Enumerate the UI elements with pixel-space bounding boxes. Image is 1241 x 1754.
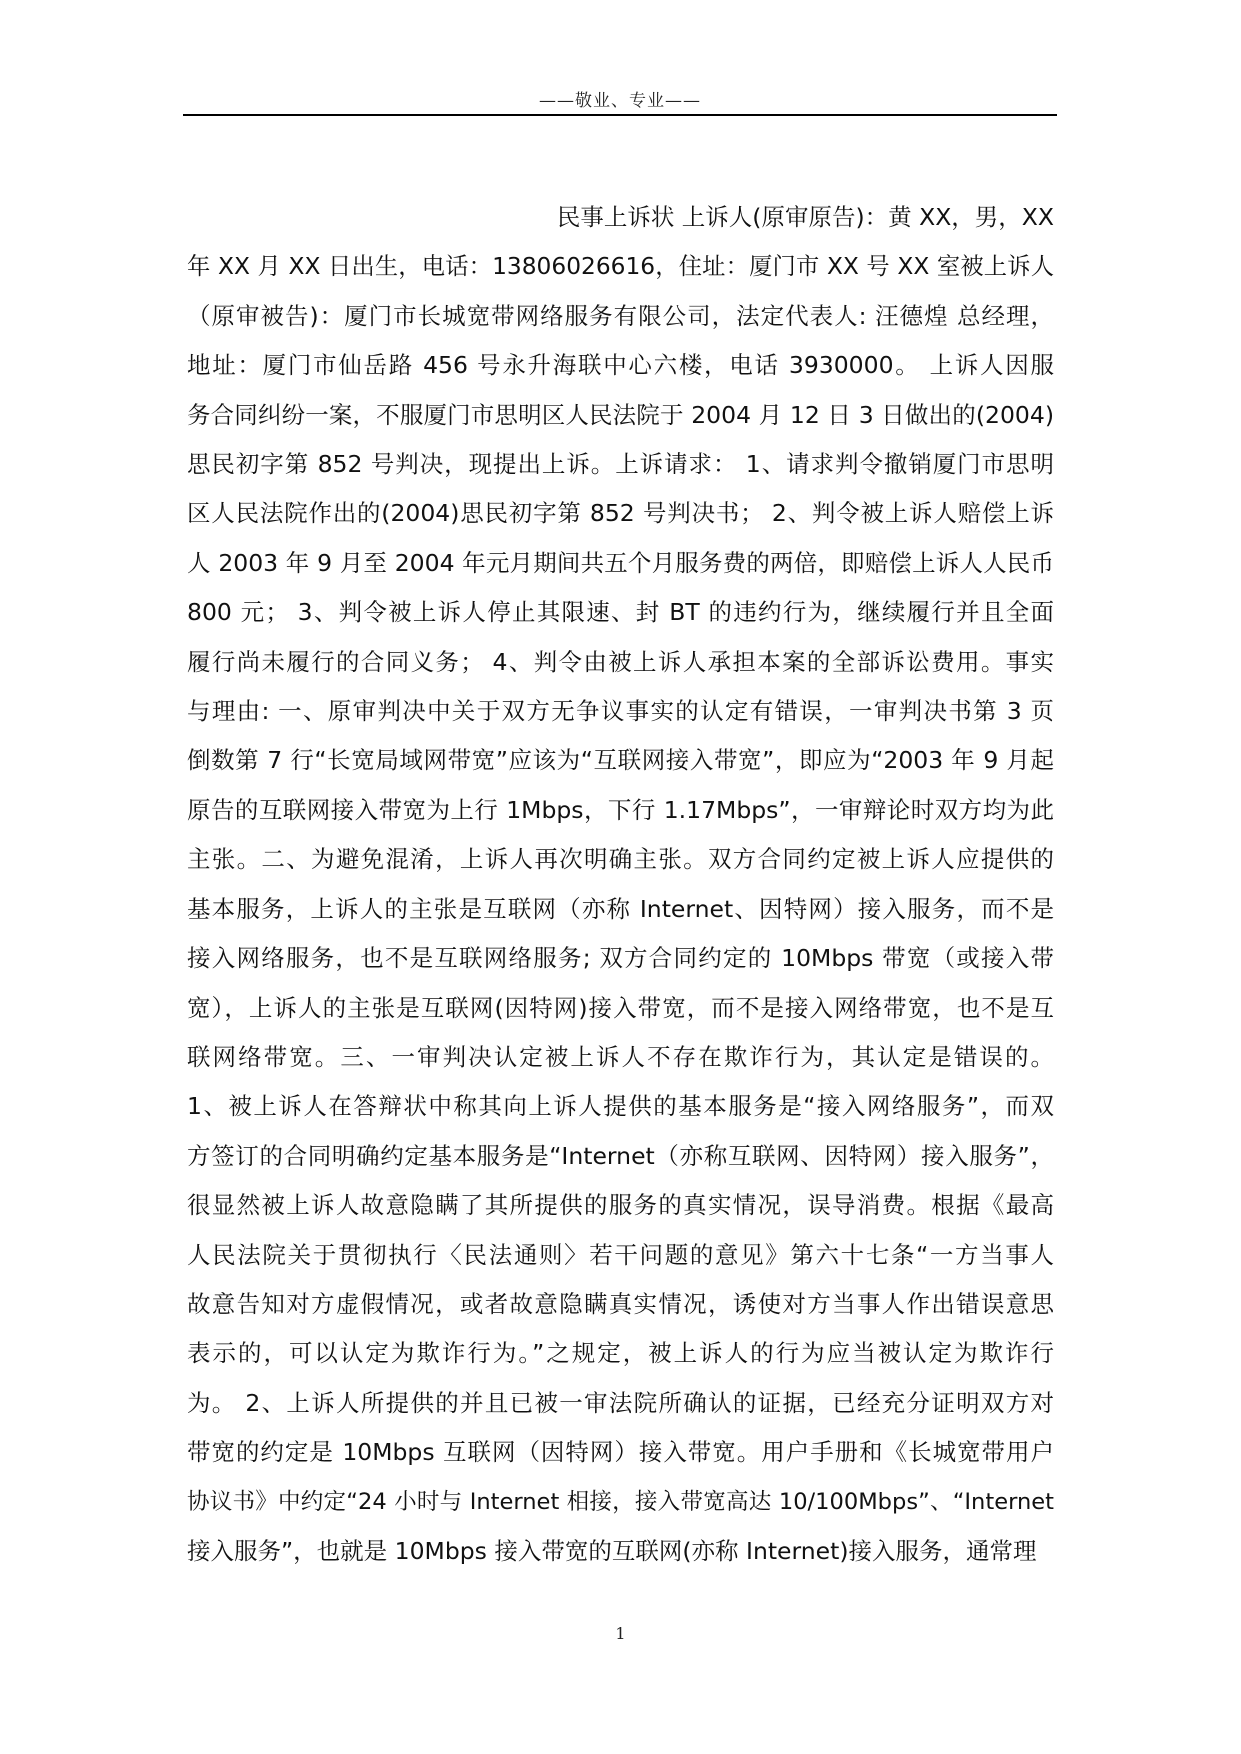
body-line: 接入服务”，也就是 10Mbps 接入带宽的互联网(亦称 Internet)接入服务，通常理	[187, 1536, 1037, 1565]
body-line: 主张。二、为避免混淆，上诉人再次明确主张。双方合同约定被上诉人应提供的	[187, 845, 1054, 874]
document-body	[187, 193, 1054, 1576]
body-line: 倒数第 7 行“长宽局域网带宽”应该为“互联网接入带宽”，即应为“2003 年 9 月起	[187, 746, 1054, 775]
body-line: 民事上诉状 上诉人(原审原告)：黄 XX，男，XX	[556, 203, 1054, 231]
header-divider	[183, 114, 1057, 116]
body-line: 1、被上诉人在答辩状中称其向上诉人提供的基本服务是“接入网络服务”，而双	[187, 1092, 1054, 1121]
body-line: 基本服务，上诉人的主张是互联网（亦称 Internet、因特网）接入服务，而不是	[187, 894, 1054, 923]
body-line: 思民初字第 852 号判决，现提出上诉。上诉请求： 1、请求判令撤销厦门市思明	[187, 450, 1054, 479]
body-line: 务合同纠纷一案，不服厦门市思明区人民法院于 2004 月 12 日 3 日做出的(2004)	[187, 400, 1054, 429]
body-line: 为。 2、上诉人所提供的并且已被一审法院所确认的证据，已经充分证明双方对	[187, 1388, 1054, 1417]
body-line: 原告的互联网接入带宽为上行 1Mbps，下行 1.17Mbps”，一审辩论时双方均为此	[187, 795, 1054, 824]
body-line: 800 元； 3、判令被上诉人停止其限速、封 BT 的违约行为，继续履行并且全面	[187, 598, 1054, 627]
body-line: 与理由: 一、原审判决中关于双方无争议事实的认定有错误，一审判决书第 3 页	[187, 697, 1054, 726]
body-line: 履行尚未履行的合同义务； 4、判令由被上诉人承担本案的全部诉讼费用。事实	[187, 647, 1054, 676]
body-line: 故意告知对方虚假情况，或者故意隐瞒真实情况，诱使对方当事人作出错误意思	[187, 1289, 1054, 1318]
body-line: 联网络带宽。三、一审判决认定被上诉人不存在欺诈行为，其认定是错误的。	[187, 1042, 1054, 1071]
body-line: 区人民法院作出的(2004)思民初字第 852 号判决书； 2、判令被上诉人赔偿上诉	[187, 499, 1054, 528]
body-line: 很显然被上诉人故意隐瞒了其所提供的服务的真实情况，误导消费。根据《最高	[187, 1191, 1054, 1220]
body-line: 接入网络服务，也不是互联网络服务; 双方合同约定的 10Mbps 带宽（或接入带	[187, 944, 1054, 973]
body-line: （原审被告)：厦门市长城宽带网络服务有限公司，法定代表人: 汪德煌 总经理，	[187, 301, 1054, 330]
body-line: 地址：厦门市仙岳路 456 号永升海联中心六楼，电话 3930000。 上诉人因服	[187, 351, 1054, 380]
body-line: 带宽的约定是 10Mbps 互联网（因特网）接入带宽。用户手册和《长城宽带用户	[187, 1438, 1054, 1467]
body-line: 协议书》中约定“24 小时与 Internet 相接，接入带宽高达 10/100Mbps”、“Internet	[187, 1488, 1054, 1515]
header-motto: ——敬业、专业——	[539, 91, 701, 111]
body-line: 宽），上诉人的主张是互联网(因特网)接入带宽，而不是接入网络带宽，也不是互	[187, 993, 1054, 1022]
body-line: 人 2003 年 9 月至 2004 年元月期间共五个月服务费的两倍，即赔偿上诉人人民币	[187, 548, 1054, 577]
body-line: 年 XX 月 XX 日出生，电话：13806026616，住址：厦门市 XX 号 XX 室被上诉人	[187, 253, 1054, 281]
page-number: 1	[615, 1624, 626, 1643]
body-line: 人民法院关于贯彻执行〈民法通则〉若干问题的意见》第六十七条“一方当事人	[187, 1240, 1054, 1269]
body-line: 方签订的合同明确约定基本服务是“Internet（亦称互联网、因特网）接入服务”，	[187, 1141, 1054, 1170]
body-line: 表示的，可以认定为欺诈行为。”之规定，被上诉人的行为应当被认定为欺诈行	[187, 1339, 1054, 1368]
